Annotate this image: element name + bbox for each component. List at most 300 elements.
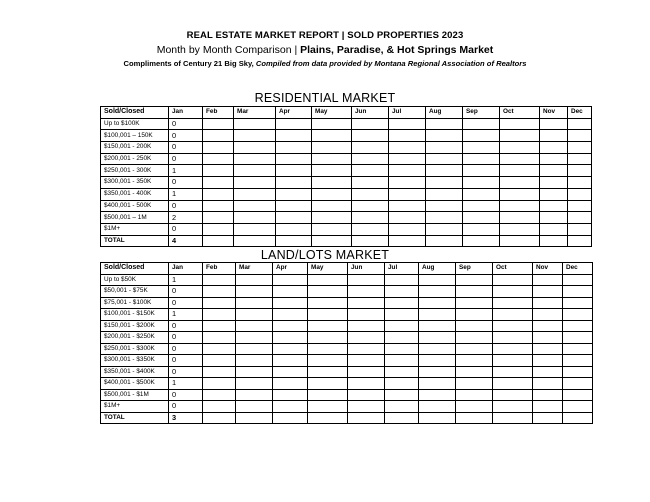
price-range-label: $1M+	[101, 223, 169, 235]
empty-month-cell	[456, 286, 493, 298]
jan-count: 0	[169, 355, 203, 367]
column-header-apr: Apr	[276, 107, 312, 119]
empty-month-cell	[426, 118, 463, 130]
empty-month-cell	[493, 355, 533, 367]
empty-month-cell	[426, 142, 463, 154]
empty-month-cell	[203, 118, 234, 130]
column-header-nov: Nov	[540, 107, 568, 119]
empty-month-cell	[273, 286, 308, 298]
empty-month-cell	[308, 320, 348, 332]
empty-month-cell	[312, 130, 352, 142]
empty-month-cell	[493, 309, 533, 321]
jan-count: 0	[169, 142, 203, 154]
empty-month-cell	[236, 320, 273, 332]
empty-month-cell	[385, 412, 419, 424]
empty-month-cell	[533, 320, 563, 332]
empty-month-cell	[308, 378, 348, 390]
empty-month-cell	[312, 165, 352, 177]
empty-month-cell	[493, 378, 533, 390]
column-header-dec: Dec	[563, 263, 593, 275]
empty-month-cell	[348, 332, 385, 344]
empty-month-cell	[568, 165, 592, 177]
table-row	[101, 378, 593, 390]
column-header-aug: Aug	[426, 107, 463, 119]
empty-month-cell	[348, 320, 385, 332]
empty-month-cell	[426, 235, 463, 247]
empty-month-cell	[276, 142, 312, 154]
empty-month-cell	[203, 212, 234, 224]
empty-month-cell	[273, 355, 308, 367]
empty-month-cell	[234, 118, 276, 130]
empty-month-cell	[203, 355, 236, 367]
empty-month-cell	[203, 343, 236, 355]
price-range-label: $250,001 - $300K	[101, 343, 169, 355]
empty-month-cell	[493, 389, 533, 401]
column-header-mar: Mar	[236, 263, 273, 275]
empty-month-cell	[500, 142, 540, 154]
empty-month-cell	[493, 343, 533, 355]
empty-month-cell	[236, 366, 273, 378]
empty-month-cell	[463, 212, 500, 224]
empty-month-cell	[273, 274, 308, 286]
empty-month-cell	[563, 309, 593, 321]
empty-month-cell	[385, 332, 419, 344]
empty-month-cell	[203, 177, 234, 189]
price-range-label: $350,001 - $400K	[101, 366, 169, 378]
empty-month-cell	[348, 274, 385, 286]
jan-count: 0	[169, 130, 203, 142]
empty-month-cell	[236, 332, 273, 344]
jan-count: 0	[169, 118, 203, 130]
jan-count: 0	[169, 200, 203, 212]
empty-month-cell	[493, 366, 533, 378]
empty-month-cell	[276, 118, 312, 130]
empty-month-cell	[463, 153, 500, 165]
empty-month-cell	[234, 177, 276, 189]
empty-month-cell	[308, 274, 348, 286]
empty-month-cell	[385, 343, 419, 355]
empty-month-cell	[533, 332, 563, 344]
table-header-row	[101, 263, 593, 275]
table-row	[101, 130, 592, 142]
empty-month-cell	[540, 130, 568, 142]
empty-month-cell	[308, 355, 348, 367]
empty-month-cell	[563, 355, 593, 367]
empty-month-cell	[236, 343, 273, 355]
empty-month-cell	[348, 286, 385, 298]
empty-month-cell	[568, 153, 592, 165]
empty-month-cell	[203, 165, 234, 177]
empty-month-cell	[234, 142, 276, 154]
empty-month-cell	[203, 274, 236, 286]
column-header-mar: Mar	[234, 107, 276, 119]
table-row	[101, 320, 593, 332]
total-row	[101, 235, 592, 247]
empty-month-cell	[419, 355, 456, 367]
price-range-label: $300,001 - $350K	[101, 355, 169, 367]
table-row	[101, 274, 593, 286]
empty-month-cell	[563, 332, 593, 344]
column-header-nov: Nov	[533, 263, 563, 275]
price-range-label: $1M+	[101, 401, 169, 413]
empty-month-cell	[385, 378, 419, 390]
empty-month-cell	[533, 286, 563, 298]
empty-month-cell	[419, 412, 456, 424]
empty-month-cell	[385, 366, 419, 378]
empty-month-cell	[419, 320, 456, 332]
subtitle-prefix: Month by Month Comparison |	[156, 44, 301, 56]
empty-month-cell	[203, 320, 236, 332]
empty-month-cell	[456, 297, 493, 309]
empty-month-cell	[308, 401, 348, 413]
empty-month-cell	[563, 378, 593, 390]
table-row	[101, 286, 593, 298]
jan-count: 1	[169, 274, 203, 286]
empty-month-cell	[500, 130, 540, 142]
empty-month-cell	[236, 355, 273, 367]
empty-month-cell	[419, 274, 456, 286]
empty-month-cell	[389, 165, 426, 177]
empty-month-cell	[493, 320, 533, 332]
jan-count: 3	[169, 412, 203, 424]
empty-month-cell	[456, 355, 493, 367]
credit-prefix: Compliments of Century 21 Big Sky,	[123, 59, 256, 68]
column-header-jan: Jan	[169, 263, 203, 275]
empty-month-cell	[273, 366, 308, 378]
jan-count: 0	[169, 332, 203, 344]
total-row	[101, 412, 593, 424]
empty-month-cell	[540, 223, 568, 235]
table-row	[101, 165, 592, 177]
jan-count: 1	[169, 378, 203, 390]
column-header-jan: Jan	[169, 107, 203, 119]
empty-month-cell	[348, 309, 385, 321]
price-range-label: $500,001 - $1M	[101, 389, 169, 401]
empty-month-cell	[273, 378, 308, 390]
empty-month-cell	[385, 320, 419, 332]
jan-count: 1	[169, 165, 203, 177]
column-header-jun: Jun	[348, 263, 385, 275]
empty-month-cell	[352, 153, 389, 165]
empty-month-cell	[563, 366, 593, 378]
column-header-may: May	[312, 107, 352, 119]
price-range-label: $400,001 - 500K	[101, 200, 169, 212]
empty-month-cell	[234, 212, 276, 224]
column-header-dec: Dec	[568, 107, 592, 119]
price-range-label: $100,001 - $150K	[101, 309, 169, 321]
table-row	[101, 332, 593, 344]
column-header-jul: Jul	[389, 107, 426, 119]
empty-month-cell	[426, 188, 463, 200]
credit-source: Compiled from data provided by Montana Regional Association of Realtors	[255, 59, 527, 68]
price-range-label: $50,001 - $75K	[101, 286, 169, 298]
jan-count: 0	[169, 343, 203, 355]
price-range-label: $400,001 - $500K	[101, 378, 169, 390]
empty-month-cell	[419, 309, 456, 321]
price-range-label: $100,001 – 150K	[101, 130, 169, 142]
empty-month-cell	[352, 118, 389, 130]
empty-month-cell	[540, 153, 568, 165]
empty-month-cell	[385, 401, 419, 413]
empty-month-cell	[312, 200, 352, 212]
empty-month-cell	[352, 165, 389, 177]
empty-month-cell	[348, 389, 385, 401]
empty-month-cell	[236, 378, 273, 390]
price-range-label: $500,001 – 1M	[101, 212, 169, 224]
empty-month-cell	[456, 366, 493, 378]
empty-month-cell	[203, 412, 236, 424]
empty-month-cell	[273, 389, 308, 401]
empty-month-cell	[234, 235, 276, 247]
empty-month-cell	[500, 235, 540, 247]
empty-month-cell	[568, 235, 592, 247]
empty-month-cell	[236, 286, 273, 298]
empty-month-cell	[385, 309, 419, 321]
empty-month-cell	[308, 286, 348, 298]
column-header-sep: Sep	[456, 263, 493, 275]
empty-month-cell	[426, 223, 463, 235]
table-row	[101, 153, 592, 165]
price-range-label: Up to $50K	[101, 274, 169, 286]
empty-month-cell	[533, 309, 563, 321]
empty-month-cell	[203, 153, 234, 165]
empty-month-cell	[308, 389, 348, 401]
empty-month-cell	[385, 274, 419, 286]
column-header-jun: Jun	[352, 107, 389, 119]
empty-month-cell	[563, 286, 593, 298]
empty-month-cell	[312, 153, 352, 165]
empty-month-cell	[234, 165, 276, 177]
empty-month-cell	[389, 142, 426, 154]
table-row	[101, 142, 592, 154]
empty-month-cell	[493, 412, 533, 424]
empty-month-cell	[385, 286, 419, 298]
price-range-label: $150,001 - 200K	[101, 142, 169, 154]
empty-month-cell	[563, 297, 593, 309]
empty-month-cell	[540, 118, 568, 130]
empty-month-cell	[500, 177, 540, 189]
empty-month-cell	[426, 177, 463, 189]
empty-month-cell	[273, 332, 308, 344]
column-header-may: May	[308, 263, 348, 275]
empty-month-cell	[385, 355, 419, 367]
empty-month-cell	[463, 223, 500, 235]
empty-month-cell	[203, 286, 236, 298]
empty-month-cell	[456, 332, 493, 344]
column-header-sep: Sep	[463, 107, 500, 119]
empty-month-cell	[276, 212, 312, 224]
empty-month-cell	[312, 118, 352, 130]
empty-month-cell	[385, 297, 419, 309]
empty-month-cell	[540, 200, 568, 212]
price-range-label: $75,001 - $100K	[101, 297, 169, 309]
empty-month-cell	[203, 200, 234, 212]
empty-month-cell	[419, 401, 456, 413]
empty-month-cell	[568, 212, 592, 224]
empty-month-cell	[352, 212, 389, 224]
price-range-label: TOTAL	[101, 235, 169, 247]
table-row	[101, 389, 593, 401]
empty-month-cell	[352, 188, 389, 200]
empty-month-cell	[273, 297, 308, 309]
empty-month-cell	[389, 153, 426, 165]
empty-month-cell	[463, 177, 500, 189]
table-row	[101, 355, 593, 367]
empty-month-cell	[563, 412, 593, 424]
empty-month-cell	[540, 165, 568, 177]
empty-month-cell	[426, 165, 463, 177]
empty-month-cell	[273, 309, 308, 321]
empty-month-cell	[419, 389, 456, 401]
empty-month-cell	[419, 343, 456, 355]
empty-month-cell	[276, 153, 312, 165]
empty-month-cell	[276, 200, 312, 212]
table-row	[101, 297, 593, 309]
empty-month-cell	[385, 389, 419, 401]
empty-month-cell	[533, 355, 563, 367]
empty-month-cell	[533, 389, 563, 401]
column-header-feb: Feb	[203, 263, 236, 275]
table-row	[101, 366, 593, 378]
empty-month-cell	[234, 153, 276, 165]
empty-month-cell	[203, 366, 236, 378]
empty-month-cell	[234, 130, 276, 142]
empty-month-cell	[389, 235, 426, 247]
empty-month-cell	[348, 412, 385, 424]
empty-month-cell	[500, 165, 540, 177]
jan-count: 0	[169, 389, 203, 401]
empty-month-cell	[308, 412, 348, 424]
land-lots-table	[100, 262, 593, 424]
empty-month-cell	[312, 188, 352, 200]
empty-month-cell	[463, 188, 500, 200]
empty-month-cell	[533, 366, 563, 378]
empty-month-cell	[563, 320, 593, 332]
empty-month-cell	[540, 188, 568, 200]
empty-month-cell	[276, 188, 312, 200]
empty-month-cell	[533, 412, 563, 424]
empty-month-cell	[389, 177, 426, 189]
empty-month-cell	[273, 343, 308, 355]
empty-month-cell	[203, 378, 236, 390]
table-row	[101, 200, 592, 212]
price-range-label: TOTAL	[101, 412, 169, 424]
empty-month-cell	[419, 297, 456, 309]
empty-month-cell	[352, 177, 389, 189]
empty-month-cell	[352, 223, 389, 235]
jan-count: 2	[169, 212, 203, 224]
jan-count: 0	[169, 286, 203, 298]
empty-month-cell	[426, 153, 463, 165]
price-range-label: Up to $100K	[101, 118, 169, 130]
empty-month-cell	[456, 412, 493, 424]
empty-month-cell	[308, 297, 348, 309]
table-row	[101, 223, 592, 235]
empty-month-cell	[389, 200, 426, 212]
price-range-label: $200,001 - $250K	[101, 332, 169, 344]
empty-month-cell	[493, 286, 533, 298]
jan-count: 0	[169, 401, 203, 413]
empty-month-cell	[419, 332, 456, 344]
empty-month-cell	[500, 223, 540, 235]
empty-month-cell	[203, 223, 234, 235]
empty-month-cell	[456, 389, 493, 401]
empty-month-cell	[419, 286, 456, 298]
empty-month-cell	[463, 130, 500, 142]
empty-month-cell	[276, 235, 312, 247]
column-header-oct: Oct	[493, 263, 533, 275]
empty-month-cell	[500, 118, 540, 130]
empty-month-cell	[203, 309, 236, 321]
empty-month-cell	[426, 130, 463, 142]
empty-month-cell	[456, 309, 493, 321]
empty-month-cell	[234, 223, 276, 235]
empty-month-cell	[419, 366, 456, 378]
empty-month-cell	[348, 297, 385, 309]
empty-month-cell	[308, 332, 348, 344]
empty-month-cell	[236, 309, 273, 321]
empty-month-cell	[203, 401, 236, 413]
table-row	[101, 177, 592, 189]
empty-month-cell	[348, 401, 385, 413]
empty-month-cell	[273, 412, 308, 424]
jan-count: 0	[169, 153, 203, 165]
empty-month-cell	[308, 309, 348, 321]
empty-month-cell	[463, 118, 500, 130]
empty-month-cell	[236, 412, 273, 424]
empty-month-cell	[389, 130, 426, 142]
column-header-oct: Oct	[500, 107, 540, 119]
empty-month-cell	[463, 235, 500, 247]
empty-month-cell	[493, 401, 533, 413]
empty-month-cell	[273, 401, 308, 413]
empty-month-cell	[348, 343, 385, 355]
empty-month-cell	[389, 223, 426, 235]
empty-month-cell	[563, 389, 593, 401]
empty-month-cell	[463, 142, 500, 154]
jan-count: 0	[169, 223, 203, 235]
empty-month-cell	[540, 177, 568, 189]
empty-month-cell	[276, 223, 312, 235]
empty-month-cell	[463, 165, 500, 177]
empty-month-cell	[236, 274, 273, 286]
empty-month-cell	[203, 130, 234, 142]
jan-count: 0	[169, 366, 203, 378]
empty-month-cell	[540, 212, 568, 224]
jan-count: 0	[169, 297, 203, 309]
empty-month-cell	[456, 401, 493, 413]
table-row	[101, 309, 593, 321]
empty-month-cell	[389, 188, 426, 200]
empty-month-cell	[456, 274, 493, 286]
table-header-row	[101, 107, 592, 119]
empty-month-cell	[533, 343, 563, 355]
empty-month-cell	[456, 378, 493, 390]
empty-month-cell	[352, 235, 389, 247]
empty-month-cell	[493, 297, 533, 309]
column-header-aug: Aug	[419, 263, 456, 275]
empty-month-cell	[463, 200, 500, 212]
empty-month-cell	[419, 378, 456, 390]
table-row	[101, 343, 593, 355]
table-row	[101, 401, 593, 413]
market-name: Plains, Paradise, & Hot Springs Market	[300, 44, 494, 56]
empty-month-cell	[312, 142, 352, 154]
empty-month-cell	[540, 142, 568, 154]
empty-month-cell	[236, 389, 273, 401]
empty-month-cell	[568, 130, 592, 142]
empty-month-cell	[312, 177, 352, 189]
